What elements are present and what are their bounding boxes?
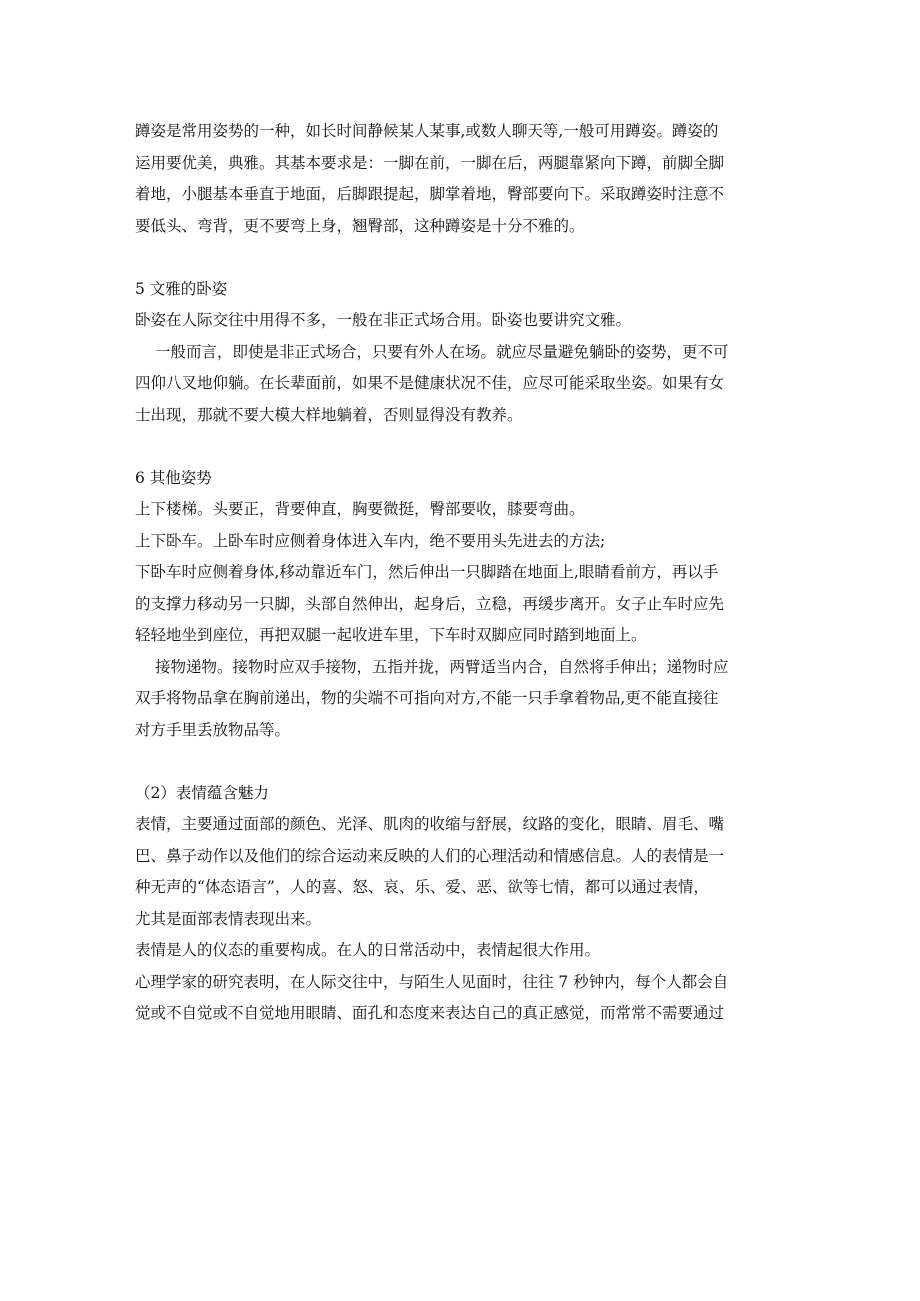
paragraph-gap bbox=[135, 746, 790, 778]
text-line: 运用要优美，典雅。其基本要求是：一脚在前，一脚在后，两腿靠紧向下蹲，前脚全脚 bbox=[135, 153, 725, 172]
text-line: 要低头、弯背，更不要弯上身，翘臀部，这种蹲姿是十分不雅的。 bbox=[135, 216, 585, 235]
paragraph-gap bbox=[135, 242, 790, 274]
text-line: 一般而言，即使是非正式场合，只要有外人在场。就应尽量避免躺卧的姿势，更不可 bbox=[155, 342, 729, 361]
text-line: 四仰八叉地仰躺。在长辈面前，如果不是健康状况不佳，应尽可能采取坐姿。如果有女 bbox=[135, 374, 725, 392]
text-line: 接物递物。接物时应双手接物，五指并拢，两臂适当内合，自然将手伸出；递物时应 bbox=[155, 657, 729, 676]
section-heading-other: 6 其他姿势 bbox=[135, 468, 212, 487]
text-line: 轻轻地坐到座位，再把双腿一起收进车里，下车时双脚应同时踏到地面上。 bbox=[135, 626, 647, 644]
text-line: 的支撑力移动另一只脚，头部自然伸出，起身后，立稳，再缓步离开。女子止车时应先 bbox=[135, 594, 725, 613]
text-line: 双手将物品拿在胸前递出，物的尖端不可指向对方,不能一只手拿着物品,更不能直接往 bbox=[135, 689, 719, 707]
text-line: 表情，主要通过面部的颜色、光泽、肌肉的收缩与舒展，纹路的变化，眼睛、眉毛、嘴 bbox=[135, 815, 725, 833]
text-line: 种无声的“体态语言”，人的喜、怒、哀、乐、爱、恶、欲等七情，都可以通过表情， bbox=[135, 878, 709, 896]
text-line: 对方手里丢放物品等。 bbox=[135, 720, 291, 739]
paragraph-car-out bbox=[135, 557, 790, 652]
paragraph-handover bbox=[135, 652, 790, 747]
paragraph-expression-3 bbox=[135, 967, 790, 1030]
text-line: 蹲姿是常用姿势的一种，如长时间静候某人某事,或数人聊天等,一般可用蹲姿。蹲姿的 bbox=[135, 122, 719, 140]
paragraph-squat bbox=[135, 116, 790, 242]
section-heading-expression: （2）表情蕴含魅力 bbox=[135, 783, 269, 802]
text-line: 上下楼梯。头要正，背要伸直，胸要微挺，臀部要收，膝要弯曲。 bbox=[135, 500, 585, 518]
text-line: 士出现，那就不要大模大样地躺着，否则显得没有教养。 bbox=[135, 405, 523, 424]
paragraph-lying bbox=[135, 337, 790, 432]
text-line: 表情是人的仪态的重要构成。在人的日常活动中，表情起很大作用。 bbox=[135, 941, 601, 959]
text-line: 尤其是面部表情表现出来。 bbox=[135, 909, 322, 928]
text-line: 上下卧车。上卧车时应侧着身体进入车内，绝不要用头先进去的方法; bbox=[135, 531, 606, 550]
text-line: 觉或不自觉或不自觉地用眼睛、面孔和态度来表达自己的真正感觉，而常常不需要通过 bbox=[135, 1004, 725, 1022]
section-heading-lying: 5 文雅的卧姿 bbox=[135, 279, 228, 298]
paragraph-gap bbox=[135, 431, 790, 463]
paragraph-expression-1 bbox=[135, 809, 790, 935]
document-body bbox=[135, 116, 790, 1030]
text-line: 下卧车时应侧着身体,移动靠近车门，然后伸出一只脚踏在地面上,眼睛看前方，再以手 bbox=[135, 563, 719, 581]
text-line: 巴、鼻子动作以及他们的综合运动来反映的人们的心理活动和情感信息。人的表情是一 bbox=[135, 846, 725, 865]
text-line: 卧姿在人际交往中用得不多，一般在非正式场合用。卧姿也要讲究文雅。 bbox=[135, 311, 632, 329]
text-line: 心理学家的研究表明，在人际交往中，与陌生人见面时，往往 7 秒钟内，每个人都会自 bbox=[135, 972, 729, 991]
text-line: 着地，小腿基本垂直于地面，后脚跟提起，脚掌着地，臀部要向下。采取蹲姿时注意不 bbox=[135, 185, 725, 203]
